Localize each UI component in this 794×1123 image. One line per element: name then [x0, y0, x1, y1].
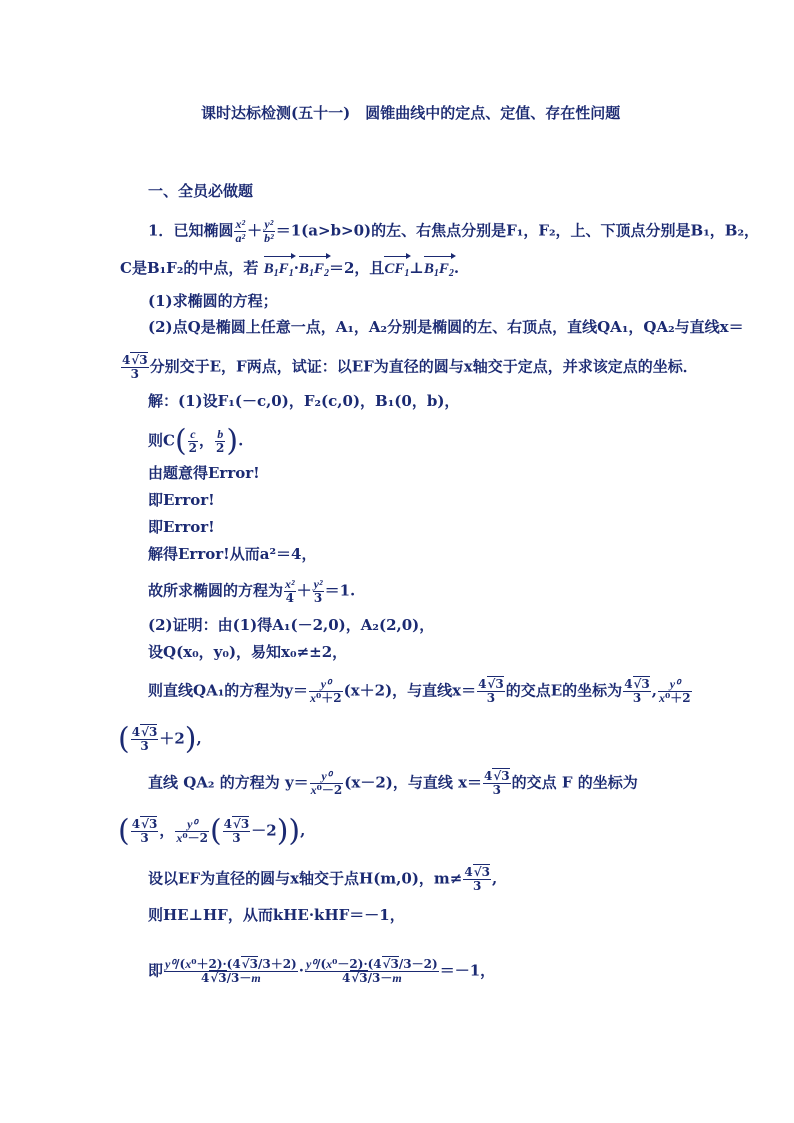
question-1: (1)求椭圆的方程；	[148, 292, 278, 310]
fraction-y0-x0p2: $\frac{\text{y⁰}}{\text{x⁰＋2}}$	[659, 677, 691, 705]
text-segment: ·	[293, 259, 299, 277]
fraction-y0-x0p2: $\frac{\text{y⁰}}{\text{x⁰＋2}}$	[310, 677, 342, 705]
fraction-4root3-3: $\frac{4√3}{3}$	[484, 769, 510, 797]
problem-number: 1．	[148, 221, 174, 240]
text-segment: 的交点 F 的坐标为	[511, 773, 638, 792]
solution-line-4: 即Error!	[148, 491, 215, 509]
text-segment: 故所求椭圆的方程为	[148, 581, 284, 600]
fraction-y0-x0m2: $\frac{\text{y⁰}}{\text{x⁰－2}}$	[176, 817, 208, 845]
text-segment: ＝2，且	[328, 259, 385, 277]
problem-line-1: 1．已知椭圆 $\frac{\text{x²}}{\text{a²}}$ ＋ $\frac{\text{y²}}{\text{b²}}$ ＝1(a>b>0)的左、右焦点分别是F₁，F₂，上、下顶点分别是B₁，B₂，	[148, 217, 760, 245]
text-segment: 即	[148, 961, 164, 980]
problem-line-2	[120, 256, 459, 285]
question-2-line-1: (2)点Q是椭圆上任意一点，A₁，A₂分别是椭圆的左、右顶点，直线QA₁，QA₂与直线x＝	[148, 318, 744, 336]
fraction-b-2: $\frac{b}{2}$	[216, 427, 225, 455]
vector-cf1: $CF_1$	[384, 256, 409, 285]
fraction-y2-b2: $\frac{\text{y²}}{\text{b²}}$	[264, 217, 274, 245]
fraction-slope-he: $\frac{\text{y⁰/(x⁰＋2)·(4√3/3＋2)}}{4√3/3-m}$	[165, 957, 297, 985]
fraction-4root3-3: $\frac{4√3}{3}$	[122, 353, 148, 381]
solution-line-12	[148, 770, 638, 797]
text-segment: (x＋2)，与直线x＝	[343, 681, 477, 700]
text-segment: 的交点E的坐标为	[505, 681, 623, 700]
fraction-4root3-3: $\frac{4√3}{3}$	[131, 725, 158, 753]
solution-line-13: ( $\frac{4√3}{3}$ ， $\frac{\text{y⁰}}{\text{x⁰－2}}$ ( $\frac{4√3}{3}$ －2)),	[118, 813, 306, 849]
problem-stem: 已知椭圆	[173, 221, 234, 240]
fraction-4root3-3: $\frac{4√3}{3}$	[624, 677, 650, 705]
fraction-slope-hf: $\frac{\text{y⁰/(x⁰－2)·(4√3/3－2)}}{4√3/3-m}$	[305, 957, 438, 985]
fraction-x2-4: $\frac{\text{x²}}{4}$	[285, 577, 295, 605]
fraction-c-2: $\frac{c}{2}$	[188, 427, 198, 455]
solution-line-16: 即 $\frac{\text{y⁰/(x⁰＋2)·(4√3/3＋2)}}{4√3/3-m}$ · $\frac{\text{y⁰/(x⁰－2)·(4√3/3－2)}}{4√3/3-m}$ ＝－1，	[148, 957, 496, 985]
vector-b1f2-b: $B_1F_2$	[424, 256, 454, 285]
text-segment: (x－2)，与直线 x＝	[344, 773, 483, 792]
text-segment: 直线 QA₂ 的方程为 y＝	[148, 773, 309, 792]
solution-line-11: ( $\frac{4√3}{3}$ ＋2),	[118, 721, 202, 757]
solution-line-9: 设Q(x₀，y₀)，易知x₀≠±2，	[148, 643, 348, 661]
text-segment: 则直线QA₁的方程为y＝	[148, 681, 308, 700]
vector-b1f2: $B_1F_2$	[299, 256, 329, 285]
fraction-4root3-3: $\frac{4√3}{3}$	[131, 817, 158, 845]
fraction-4root3-3: $\frac{4√3}{3}$	[464, 865, 490, 893]
solution-line-15: 则HE⊥HF，从而kHE·kHF＝－1，	[148, 906, 405, 924]
fraction-y2-3: $\frac{\text{y²}}{3}$	[313, 577, 323, 605]
fraction-4root3-3: $\frac{4√3}{3}$	[223, 817, 250, 845]
solution-line-5: 即Error!	[148, 518, 215, 536]
text-segment: 设以EF为直径的圆与x轴交于点H(m,0)，m≠	[148, 869, 463, 888]
solution-line-1: 解：(1)设F₁(－c,0)，F₂(c,0)，B₁(0，b)，	[148, 392, 460, 410]
solution-line-3: 由题意得Error!	[148, 464, 260, 482]
text-segment: ⊥	[409, 259, 424, 277]
fraction-y0-x0m2: $\frac{\text{y⁰}}{\text{x⁰－2}}$	[310, 769, 343, 797]
solution-line-2: 则C( $\frac{c}{2}$ ， $\frac{b}{2}$ ).	[148, 423, 244, 459]
page-title: 课时达标检测(五十一) 圆锥曲线中的定点、定值、存在性问题	[201, 104, 621, 122]
solution-line-8: (2)证明：由(1)得A₁(－2,0)，A₂(2,0)，	[148, 616, 435, 634]
section-heading: 一、全员必做题	[148, 182, 254, 200]
text-segment: C是B₁F₂的中点，若	[120, 259, 259, 277]
solution-line-10: 则直线QA₁的方程为y＝ $\frac{\text{y⁰}}{\text{x⁰＋2}}$ (x＋2)，与直线x＝ $\frac{4√3}{3}$ 的交点E的坐标为 $\frac{4√3}{3}$ , $\frac{\text{y⁰}}{\text{x⁰＋2}}$	[148, 677, 691, 705]
question-2-line-2	[120, 354, 698, 381]
fraction-4root3-3: $\frac{4√3}{3}$	[478, 677, 504, 705]
problem-stem-cont: ＝1(a>b>0)的左、右焦点分别是F₁，F₂，上、下顶点分别是B₁，B₂，	[275, 221, 760, 240]
text-segment: 分别交于E，F两点，试证：以EF为直径的圆与x轴交于定点，并求该定点的坐标．	[149, 357, 698, 376]
solution-line-6: 解得Error!从而a²＝4，	[148, 545, 317, 563]
text-segment: ＝1.	[324, 581, 356, 600]
solution-line-7: 故所求椭圆的方程为 $\frac{\text{x²}}{4}$ ＋ $\frac{\text{y²}}{3}$ ＝1.	[148, 577, 356, 605]
solution-line-14: 设以EF为直径的圆与x轴交于点H(m,0)，m≠ $\frac{4√3}{3}$ ,	[148, 865, 498, 893]
vector-b1f1: $B_1F_1$	[264, 256, 294, 285]
text-segment: 则C	[148, 431, 175, 450]
fraction-x2-a2: $\frac{\text{x²}}{\text{a²}}$	[235, 217, 246, 245]
text-segment: .	[453, 259, 460, 277]
text-segment: ＝－1，	[439, 961, 496, 980]
